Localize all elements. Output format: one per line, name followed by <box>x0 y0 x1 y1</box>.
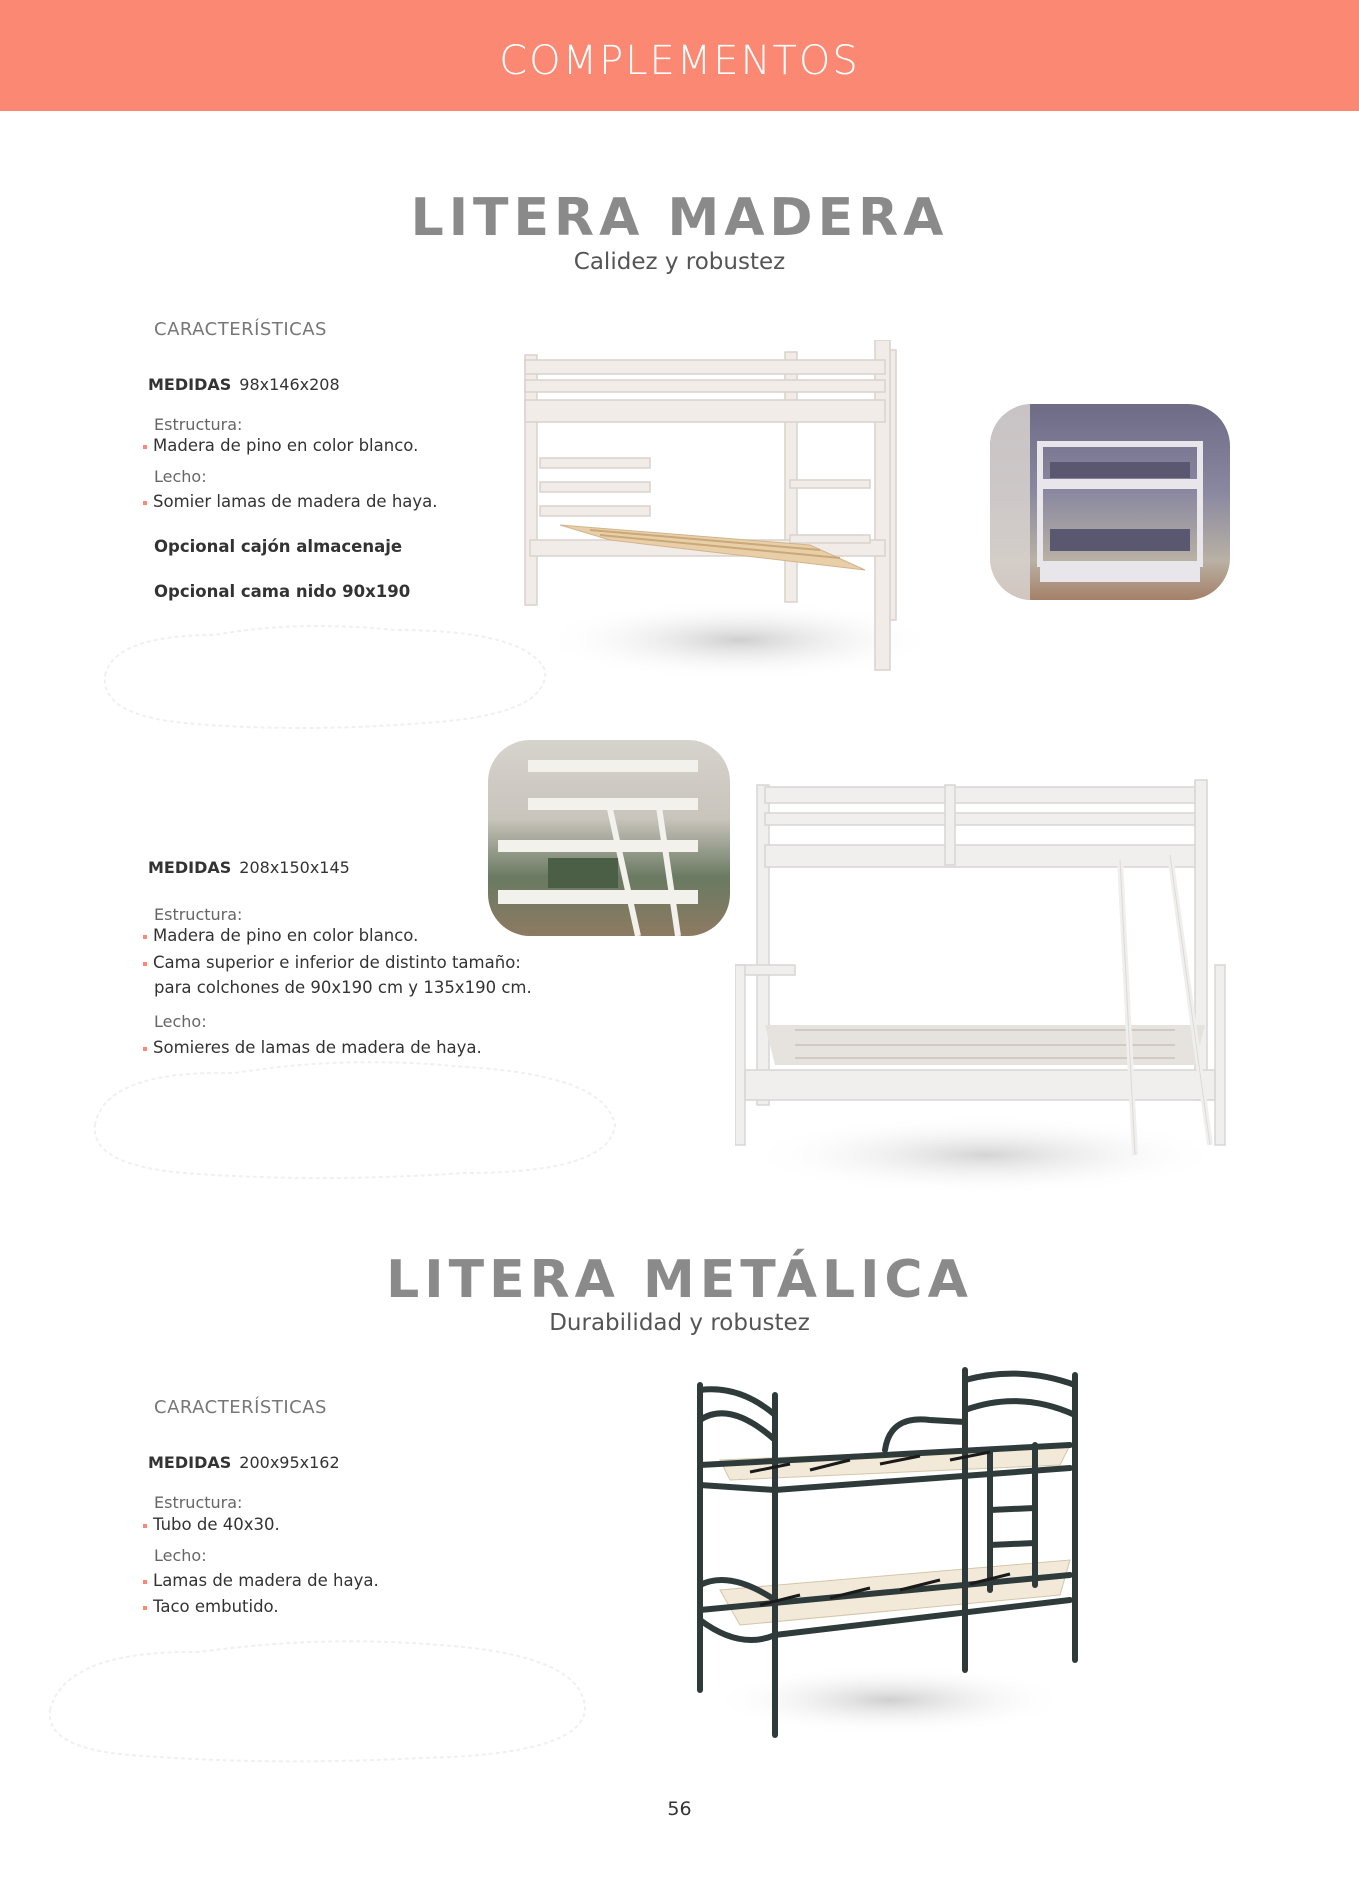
wooden-bunk-bed-image <box>520 340 940 680</box>
lecho-label: Lecho: <box>154 1546 207 1565</box>
section-subtitle-metalica: Durabilidad y robustez <box>549 1310 810 1336</box>
bunk-bed-room-photo <box>990 404 1230 600</box>
cloud-decoration <box>40 1630 600 1770</box>
lecho-label: Lecho: <box>154 467 207 486</box>
opcional-line: Opcional cama nido 90x190 <box>154 582 411 601</box>
estructura-label: Estructura: <box>154 1493 243 1512</box>
metal-bunk-bed-image <box>690 1360 1090 1750</box>
wooden-bunk-bed-image-2 <box>735 775 1235 1205</box>
page-number: 56 <box>667 1798 692 1820</box>
medidas-line <box>148 858 350 877</box>
medidas-line <box>148 1453 340 1472</box>
list-item: Taco embutido. <box>143 1597 279 1616</box>
medidas-line <box>148 375 340 394</box>
lecho-label: Lecho: <box>154 1012 207 1031</box>
list-item: Tubo de 40x30. <box>143 1515 280 1534</box>
page-header <box>0 0 1359 111</box>
medidas-value: 98x146x208 <box>239 375 340 394</box>
list-item: Madera de pino en color blanco. <box>143 436 418 455</box>
section-title-madera: LITERA MADERA <box>410 188 949 248</box>
opcional-line: Opcional cajón almacenaje <box>154 537 403 556</box>
header-title: COMPLEMENTOS <box>499 37 860 84</box>
list-item: Somieres de lamas de madera de haya. <box>143 1038 482 1057</box>
bunk-bed-room-photo-2 <box>488 740 730 936</box>
medidas-value: 208x150x145 <box>239 858 350 877</box>
estructura-label: Estructura: <box>154 905 243 924</box>
list-item: Lamas de madera de haya. <box>143 1571 379 1590</box>
estructura-label: Estructura: <box>154 415 243 434</box>
medidas-value: 200x95x162 <box>239 1453 340 1472</box>
list-item: Somier lamas de madera de haya. <box>143 492 438 511</box>
caracteristicas-heading: CARACTERÍSTICAS <box>154 319 327 340</box>
cloud-decoration <box>95 615 555 735</box>
list-item: Madera de pino en color blanco. <box>143 926 418 945</box>
list-item-continuation: para colchones de 90x190 cm y 135x190 cm. <box>154 978 532 997</box>
cloud-decoration <box>85 1055 625 1185</box>
section-title-metalica: LITERA METÁLICA <box>386 1250 973 1310</box>
medidas-label: MEDIDAS <box>148 858 232 877</box>
medidas-label: MEDIDAS <box>148 375 232 394</box>
caracteristicas-heading: CARACTERÍSTICAS <box>154 1397 327 1418</box>
section-subtitle-madera: Calidez y robustez <box>573 249 786 275</box>
medidas-label: MEDIDAS <box>148 1453 232 1472</box>
list-item: Cama superior e inferior de distinto tamaño: <box>143 953 521 972</box>
